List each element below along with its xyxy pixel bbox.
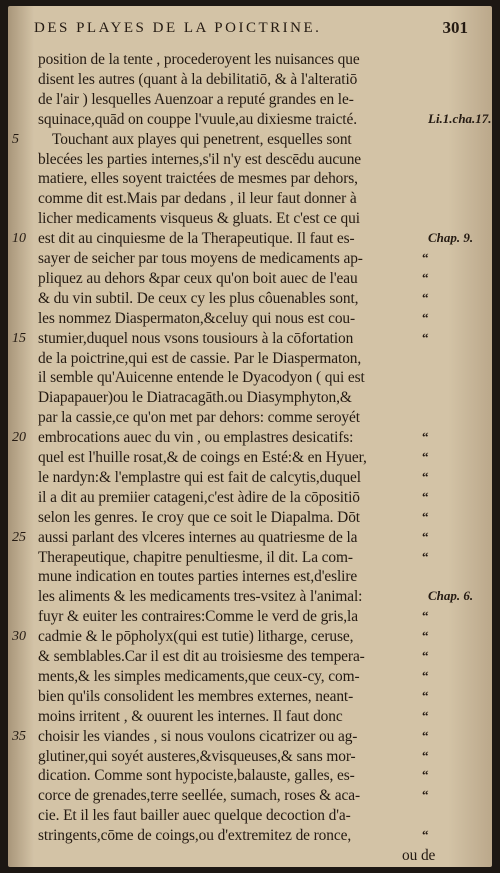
margin-note: Chap. 6. <box>428 588 474 604</box>
line-text: quel est l'huille rosat,& de coings en Esté:& en Hyuer, <box>38 449 367 466</box>
line-text: sayer de seicher par tous moyens de medicaments ap- <box>38 250 363 267</box>
line-text: ou de <box>402 847 436 864</box>
text-line <box>8 468 492 490</box>
text-line <box>8 229 492 251</box>
line-number: 30 <box>12 629 26 645</box>
margin-note: “ <box>422 727 429 743</box>
margin-note: “ <box>422 488 429 504</box>
line-text: bien qu'ils consolident les membres externes, neant- <box>38 687 354 705</box>
margin-note: “ <box>422 449 429 464</box>
line-text: de l'air ) lesquelles Auenzoar a reputé grandes en le- <box>38 90 354 108</box>
text-line <box>8 747 492 769</box>
line-number: 15 <box>12 330 26 346</box>
margin-note: “ <box>422 648 429 663</box>
text-line <box>8 150 492 172</box>
text-line <box>8 707 492 729</box>
line-text: ments,& les simples medicaments,que ceux-cy, com- <box>38 667 360 685</box>
line-text: Touchant aux playes qui penetrent, esquelles sont <box>52 130 352 148</box>
margin-note: “ <box>422 687 429 703</box>
margin-note: “ <box>422 508 429 524</box>
line-text: comme dit est.Mais par dedans , il leur faut donner à <box>38 190 357 208</box>
margin-note: Li.1.cha.17. <box>428 110 492 126</box>
line-text: il semble qu'Auicenne entende le Dyacodyon ( qui est <box>38 369 365 387</box>
margin-note: “ <box>422 628 429 644</box>
margin-note: “ <box>422 289 429 305</box>
line-text: fuyr & euiter les contraires:Comme le verd de gris,la <box>38 608 358 626</box>
margin-note: “ <box>422 608 429 624</box>
line-text: par la cassie,ce qu'on met par dehors: comme seroyét <box>38 409 360 427</box>
line-text: mune indication en toutes parties internes est,d'eslire <box>38 568 358 586</box>
text-line <box>8 826 492 848</box>
text-line <box>8 408 492 430</box>
line-text: moins irritent , & ouurent les internes. Il faut donc <box>38 707 343 725</box>
text-line <box>8 269 492 291</box>
text-line <box>8 130 492 152</box>
margin-note: “ <box>422 767 429 783</box>
text-line <box>8 806 492 828</box>
margin-note: “ <box>422 747 429 763</box>
line-text: le nardyn:& l'emplastre qui est fait de calcytis,duquel <box>38 468 361 486</box>
text-line <box>8 70 492 92</box>
text-line <box>8 488 492 510</box>
text-line <box>8 448 492 470</box>
line-text: & semblables.Car il est dit au troisiesme des tempera- <box>38 648 365 665</box>
line-text: dication. Comme sont hypociste,balauste, galles, es- <box>38 767 355 785</box>
text-line <box>8 627 492 649</box>
text-line <box>8 846 492 868</box>
margin-note: “ <box>422 707 429 723</box>
line-text: glutiner,qui soyét austeres,&visqueuses,& sans mor- <box>38 747 356 765</box>
text-line <box>8 766 492 788</box>
text-line <box>8 90 492 112</box>
margin-note: “ <box>422 309 429 325</box>
line-text: blecées les parties internes,s'il n'y est descēdu aucune <box>38 150 362 168</box>
margin-note: “ <box>422 329 429 345</box>
line-number: 35 <box>12 728 26 744</box>
text-line <box>8 548 492 570</box>
margin-note: Chap. 9. <box>428 230 474 246</box>
text-line <box>8 647 492 669</box>
text-line <box>8 368 492 390</box>
running-head: DES PLAYES DE LA POICTRINE. <box>34 20 322 36</box>
margin-note: “ <box>422 827 429 843</box>
text-line <box>8 667 492 689</box>
line-text: Diapapauer)ou le Diatracagāth.ou Diasymphyton,& <box>38 389 352 407</box>
line-number: 10 <box>12 231 26 247</box>
line-text: corce de grenades,terre seellée, sumach, roses & aca- <box>38 787 360 805</box>
text-line <box>8 189 492 211</box>
page-header <box>34 16 474 44</box>
text-line <box>8 329 492 351</box>
text-line <box>8 349 492 371</box>
line-text: squinace,quād on couppe l'vuule,au dixiesme traicté. <box>38 110 357 128</box>
line-text: & du vin subtil. De ceux cy les plus côuenables sont, <box>38 289 359 307</box>
margin-note: “ <box>422 667 429 683</box>
line-text: embrocations auec du vin , ou emplastres desicatifs: <box>38 429 354 447</box>
text-line <box>8 169 492 191</box>
line-text: disent les autres (quant à la debilitatiō, & à l'alteratiō <box>38 70 358 88</box>
line-text: les aliments & les medicaments tres-vsitez à l'animal: <box>38 588 363 606</box>
margin-note: “ <box>422 468 429 484</box>
line-text: position de la tente , procederoyent les nuisances que <box>38 51 360 68</box>
text-line <box>8 687 492 709</box>
line-number: 5 <box>12 131 19 147</box>
line-text: les nommez Diaspermaton,&celuy qui nous est cou- <box>38 309 356 327</box>
text-line <box>8 289 492 311</box>
margin-note: “ <box>422 528 429 544</box>
text-line <box>8 110 492 132</box>
text-line <box>8 607 492 629</box>
margin-note: “ <box>422 250 429 265</box>
line-text: il a dit au premiier catageni,c'est àdire de la cōpositiō <box>38 488 360 506</box>
text-line <box>8 528 492 550</box>
line-text: stringents,cōme de coings,ou d'extremitez de ronce, <box>38 827 352 845</box>
book-page <box>8 6 492 867</box>
line-text: pliquez au dehors &par ceux qu'on boit auec de l'eau <box>38 269 358 287</box>
line-number: 25 <box>12 529 26 545</box>
line-text: licher medicaments visqueus & gluats. Et c'est ce qui <box>38 210 360 228</box>
page-number: 301 <box>442 18 468 37</box>
text-line <box>8 388 492 410</box>
line-text: Therapeutique, chapitre penultiesme, il dit. La com- <box>38 548 353 566</box>
line-text: matiere, elles soyent traictées de mesmes par dehors, <box>38 170 358 188</box>
line-text: est dit au cinquiesme de la Therapeutique. Il faut es- <box>38 230 355 248</box>
margin-note: “ <box>422 429 429 445</box>
text-line <box>8 209 492 231</box>
text-line <box>8 309 492 331</box>
line-text: choisir les viandes , si nous voulons cicatrizer ou ag- <box>38 727 358 745</box>
text-line <box>8 428 492 450</box>
text-line <box>8 50 492 72</box>
text-line <box>8 786 492 808</box>
line-text: cadmie & le pōpholyx(qui est tutie) litharge, ceruse, <box>38 628 354 646</box>
line-text: cie. Et il les faut bailler auec quelque decoction d'a- <box>38 807 351 825</box>
line-text: aussi parlant des vlceres internes au quatriesme de la <box>38 528 358 546</box>
text-line <box>8 567 492 589</box>
line-text: selon les genres. Ie croy que ce soit le Diapalma. Dōt <box>38 508 360 526</box>
line-text: stumier,duquel nous vsons tousiours à la cōfortation <box>38 329 354 347</box>
margin-note: “ <box>422 787 429 803</box>
margin-note: “ <box>422 548 429 564</box>
margin-note: “ <box>422 269 429 285</box>
line-number: 20 <box>12 430 26 446</box>
text-line <box>8 508 492 530</box>
text-line <box>8 587 492 609</box>
line-text: de la poictrine,qui est de cassie. Par le Diaspermaton, <box>38 349 362 367</box>
text-line <box>8 727 492 749</box>
text-line <box>8 249 492 271</box>
